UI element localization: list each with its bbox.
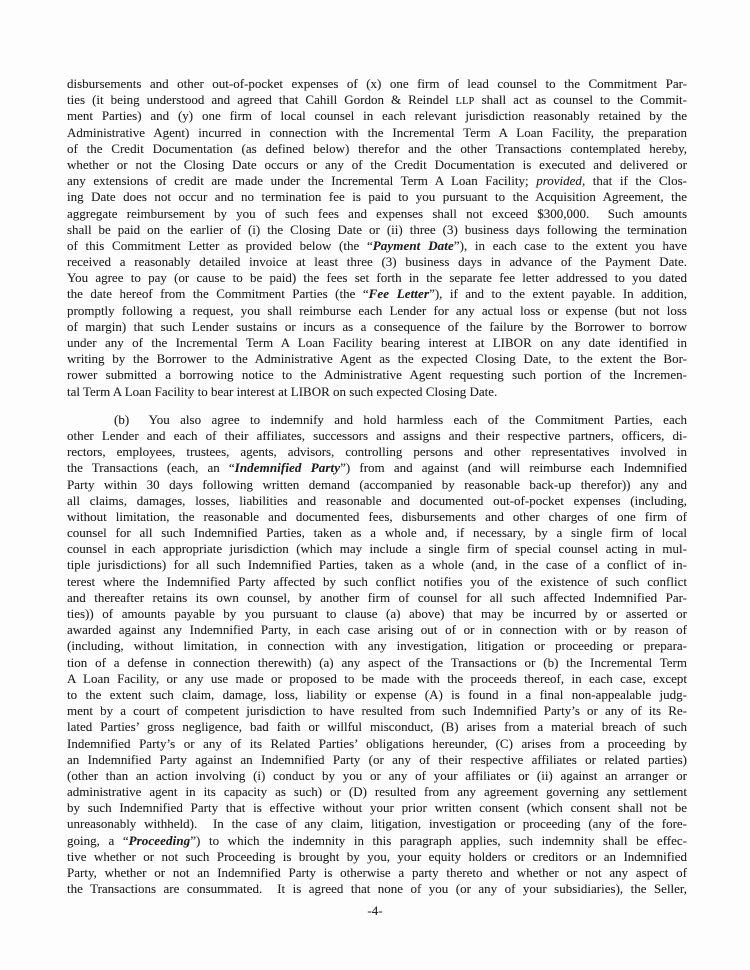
text-line: promptly following a request, you shall reimburse each Lender for any actual loss or expense (but not loss xyxy=(67,302,687,318)
text-line: ment Parties) and (y) one firm of local counsel in each relevant jurisdiction reasonably retained by the xyxy=(67,108,687,124)
text-line: by such Indemnified Party that is effective without your prior written consent (which consent shall not be xyxy=(67,800,687,816)
text-line: an Indemnified Party against an Indemnified Party (or any of their respective affiliates or related parties) xyxy=(67,751,687,767)
text-line: ties)) of amounts payable by you pursuant to clause (a) above) that may be incurred by or asserted or xyxy=(67,606,687,621)
text-line: ties (it being understood and agreed that Cahill Gordon & Reindel LLP shall act as counsel to the Commit- xyxy=(67,92,687,108)
text-line: of this Commitment Letter as provided below (the “Payment Date”), in each case to the extent you have xyxy=(67,237,687,253)
text-line: aggregate reimbursement by you of such fees and expenses shall not exceed $300,000. Such amounts xyxy=(67,205,687,221)
text-line: Party, whether or not an Indemnified Party is otherwise a party thereto and whether or not any aspect of xyxy=(67,865,687,880)
text-line: ing Date does not occur and no termination fee is paid to you pursuant to the Acquisition Agreement, the xyxy=(67,189,687,205)
text-line: ment by a court of competent jurisdiction to have resulted from such Indemnified Party’s or any of its Re- xyxy=(67,703,687,719)
text-line: A Loan Facility, or any use made or proposed to be made with the proceeds thereof, in each case, except xyxy=(67,670,687,686)
text-line: rectors, employees, trustees, agents, advisors, controlling persons and other representatives involved in xyxy=(67,444,687,460)
text-line: the date hereof from the Commitment Parties (the “Fee Letter”), if and to the extent payable. In addition, xyxy=(67,286,687,302)
text-line: counsel in each appropriate jurisdiction (which may include a single firm of special counsel acting in mul- xyxy=(67,541,687,557)
text-line: of the Credit Documentation (as defined below) therefor and the other Transactions contemplated hereby, xyxy=(67,140,687,156)
text-line: awarded against any Indemnified Party, in each case arising out of or in connection with or by reason of xyxy=(67,622,687,638)
document-body xyxy=(67,76,687,897)
text-line: tion of a defense in connection therewith) (a) any aspect of the Transactions or (b) the Incremental Term xyxy=(67,654,687,670)
text-line: You agree to pay (or cause to be paid) the fees set forth in the separate fee letter addressed to you dated xyxy=(67,270,687,286)
text-line: received a reasonably detailed invoice at least three (3) business days in advance of the Payment Date. xyxy=(67,254,687,270)
text-line: terest where the Indemnified Party affected by such conflict notifies you of the existence of such conflict xyxy=(67,573,687,589)
text-line: tive whether or not such Proceeding is brought by you, your equity holders or creditors or an Indemnified xyxy=(67,848,687,864)
text-line: shall be paid on the earlier of (i) the Closing Date or (ii) three (3) business days following the termination xyxy=(67,221,687,237)
text-line: (b) You also agree to indemnify and hold harmless each of the Commitment Parties, each xyxy=(114,411,687,427)
text-line: Indemnified Party’s or any of its Related Parties’ obligations hereunder, (C) arises from a proceeding by xyxy=(67,735,687,751)
text-line: the Transactions (each, an “Indemnified Party”) from and against (and will reimburse each Indemnified xyxy=(67,460,687,476)
text-line: under any of the Incremental Term A Loan Facility bearing interest at LIBOR on any date identified in xyxy=(67,335,687,350)
text-line: administrative agent in its capacity as such) or (D) resulted from any agreement governing any settlement xyxy=(67,784,687,800)
text-line: tal Term A Loan Facility to bear interest at LIBOR on such expected Closing Date. xyxy=(67,383,498,399)
text-line: whether or not the Closing Date occurs or any of the Credit Documentation is executed and delivered or xyxy=(67,156,687,172)
text-line: and thereafter retains its own counsel, by another firm of counsel for all such affected Indemnified Par- xyxy=(67,589,687,605)
text-line: Administrative Agent) incurred in connection with the Incremental Term A Loan Facility, the preparation xyxy=(67,124,687,140)
text-line: other Lender and each of their affiliates, successors and assigns and their respective partners, officers, di- xyxy=(67,427,687,443)
text-line: without limitation, the reasonable and documented fees, disbursements and other charges of one firm of xyxy=(67,508,687,524)
text-line: going, a “Proceeding”) to which the indemnity in this paragraph applies, such indemnity shall be effec- xyxy=(67,832,687,848)
text-line: counsel for all such Indemnified Parties, taken as a whole and, if necessary, by a single firm of local xyxy=(67,525,687,541)
small-caps-text: LLP xyxy=(455,96,475,108)
text-line: (other than an action involving (i) conduct by you or any of your affiliates or (ii) against an arranger or xyxy=(67,767,687,783)
text-line: to the extent such claim, damage, loss, liability or expense (A) is found in a final non-appealable judg- xyxy=(67,686,687,702)
text-line: Party within 30 days following written demand (accompanied by reasonable back-up therefor)) any and xyxy=(67,476,687,492)
paragraph xyxy=(67,412,687,898)
text-line: all claims, damages, losses, liabilities and reasonable and documented out-of-pocket expenses (including, xyxy=(67,492,687,508)
text-line: rower submitted a borrowing notice to the Administrative Agent requesting such portion of the Incremen- xyxy=(67,367,687,383)
text-line: disbursements and other out-of-pocket expenses of (x) one firm of lead counsel to the Commitment Par- xyxy=(67,76,687,91)
text-line: the Transactions are consummated. It is agreed that none of you (or any of your subsidiaries), the Seller, xyxy=(67,881,687,897)
paragraph xyxy=(67,76,687,400)
text-line: unreasonably withheld). In the case of any claim, litigation, investigation or proceeding (any of the fore- xyxy=(67,816,687,832)
text-line: of margin) that such Lender sustains or incurs as a consequence of the failure by the Borrower to borrow xyxy=(67,318,687,334)
text-line: (including, without limitation, in connection with any investigation, litigation or proceeding or prepara- xyxy=(67,638,687,654)
text-line: tiple jurisdictions) for all such Indemnified Parties, taken as a whole (and, in the case of a conflict of in- xyxy=(67,557,687,573)
page-number: -4- xyxy=(367,903,383,918)
text-line: writing by the Borrower to the Administrative Agent as the expected Closing Date, to the extent the Bor- xyxy=(67,351,687,367)
text-line: lated Parties’ gross negligence, bad faith or willful misconduct, (B) arises from a material breach of such xyxy=(67,719,687,735)
text-line: any extensions of credit are made under the Incremental Term A Loan Facility; provided, that if the Clos- xyxy=(67,173,687,189)
